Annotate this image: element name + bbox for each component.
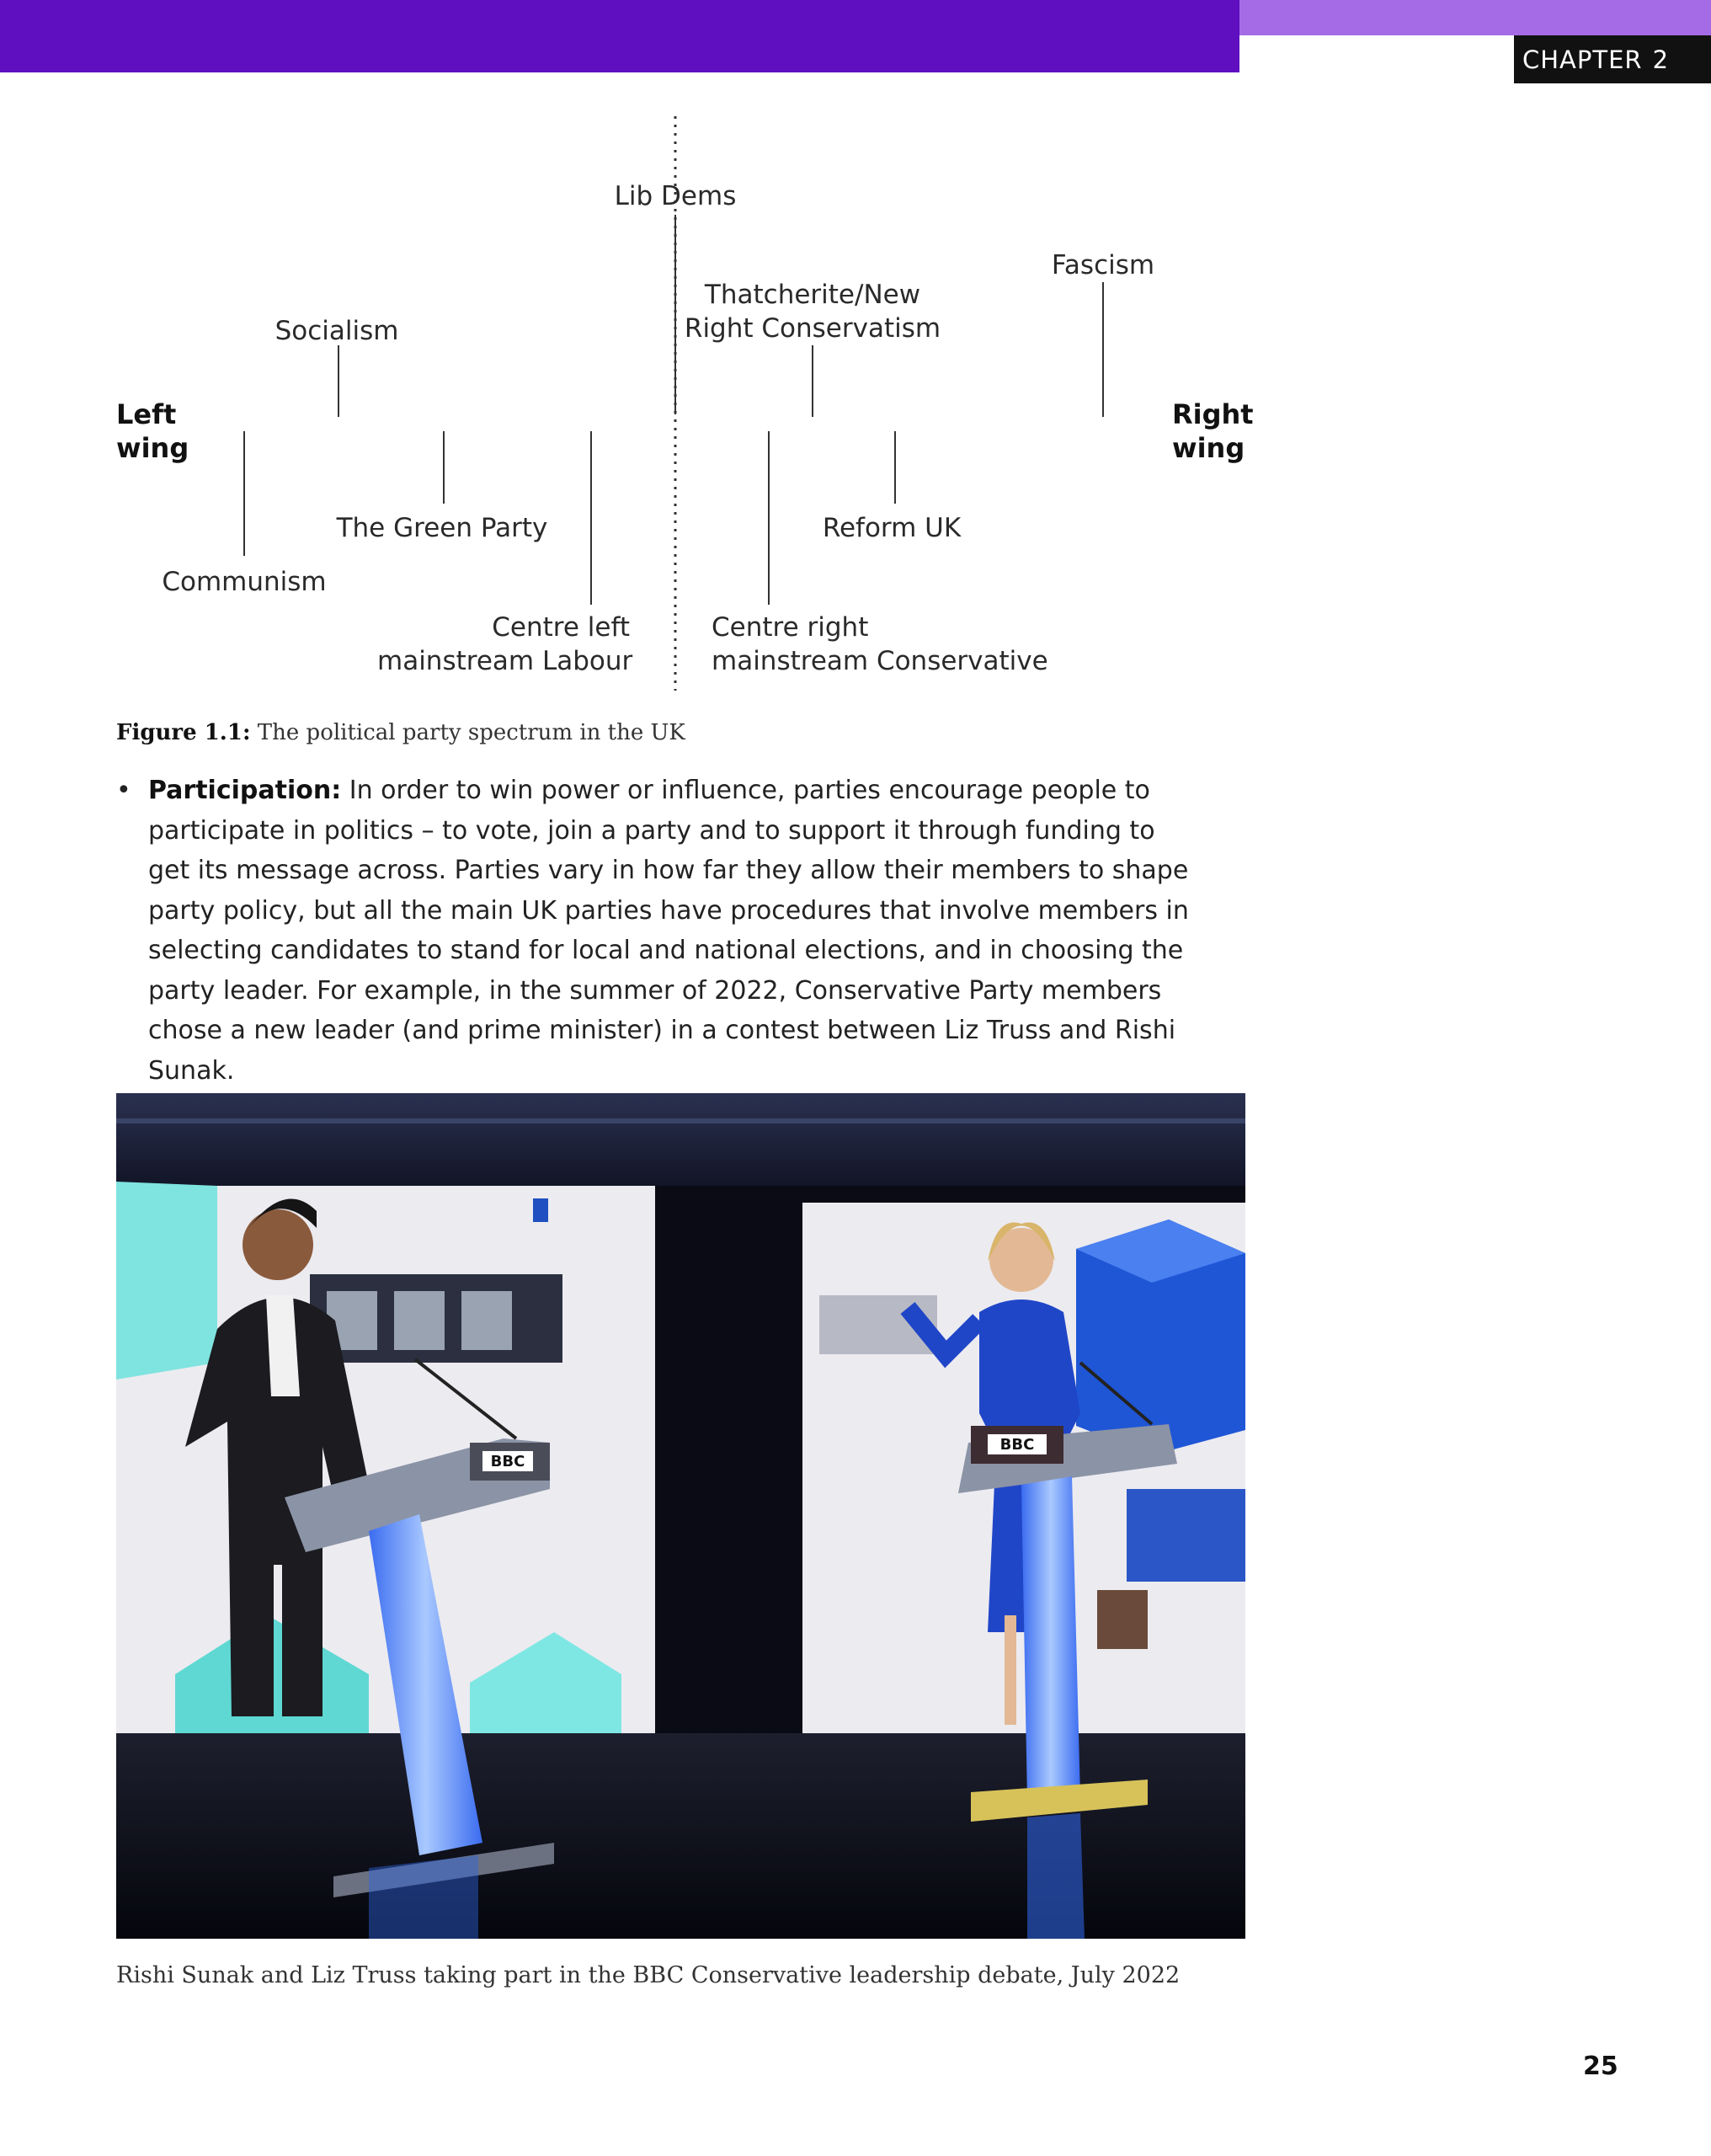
bullet-body [148, 771, 1202, 1091]
political-spectrum-diagram [0, 0, 1711, 716]
communism-label: Communism [162, 567, 327, 597]
debate-photo-illustration [116, 1093, 1245, 1939]
left-wing-label: Left wing [116, 398, 189, 464]
thatcherite-label: Thatcherite/New Right Conservatism [684, 280, 941, 344]
green-party-label: The Green Party [336, 513, 548, 543]
debate-photo [116, 1093, 1245, 1939]
page-number: 25 [1583, 2052, 1618, 2081]
left-podium-logo: BBC [490, 1453, 525, 1470]
centre-left-label: Centre left mainstream Labour [377, 612, 633, 676]
figure-caption [116, 720, 685, 745]
figure-caption-text: The political party spectrum in the UK [250, 720, 685, 745]
spectrum-lines [0, 0, 1711, 716]
lib-dems-label: Lib Dems [614, 181, 737, 211]
bullet-icon: • [116, 776, 131, 805]
bullet-term: Participation: [148, 776, 342, 805]
fascism-label: Fascism [1051, 250, 1155, 280]
right-podium-logo: BBC [999, 1436, 1035, 1454]
socialism-label: Socialism [275, 316, 399, 346]
bullet-participation [116, 771, 1202, 1091]
photo-caption: Rishi Sunak and Liz Truss taking part in the BBC Conservative leadership debate, July 2022 [116, 1962, 1181, 1988]
figure-label: Figure 1.1: [116, 720, 251, 745]
chapter-label: CHAPTER [1522, 45, 1643, 74]
centre-right-label: Centre right mainstream Conservative [712, 612, 1048, 676]
bullet-text: In order to win power or influence, parties encourage people to participate in politics – to vote, join a party and to support it through funding to get its message across. Parties vary in how far they allow their members to shape party policy, but all the main UK parties have procedures that involve members in selecting candidates to stand for local and national elections, and in choosing the party leader. For example, in the summer of 2022, Conservative Party members chose a new leader (and prime minister) in a contest between Liz Truss and Rishi Sunak. [148, 776, 1189, 1086]
chapter-number: 2 [1652, 45, 1670, 74]
reform-uk-label: Reform UK [822, 513, 962, 543]
right-wing-label: Right wing [1172, 398, 1254, 464]
